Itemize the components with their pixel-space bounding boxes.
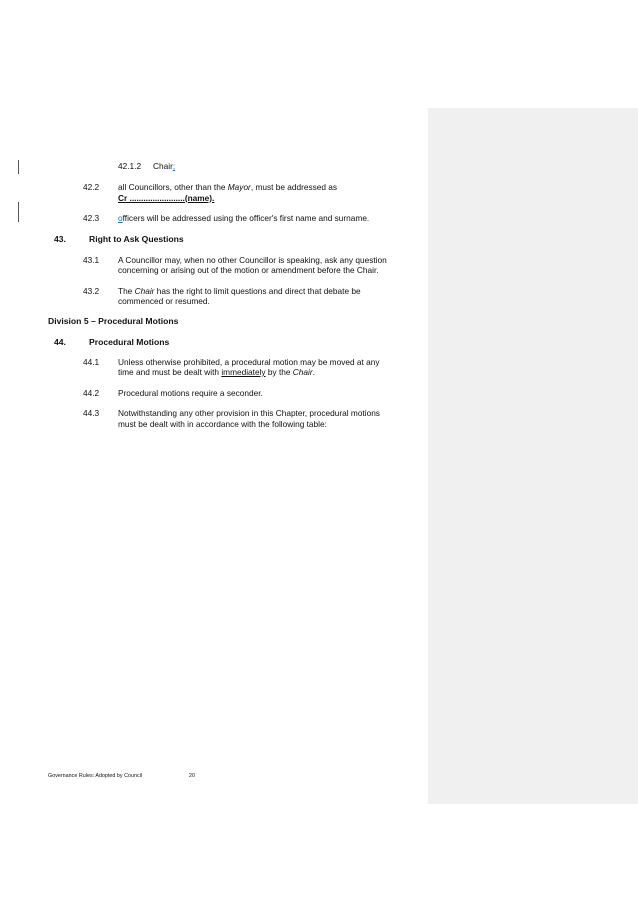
clause-number: 42.2 xyxy=(83,182,100,192)
clause-text-pre: The xyxy=(118,285,135,296)
inserted-letter: o xyxy=(118,213,123,223)
clause-text-post: , must be addressed as xyxy=(250,182,338,192)
clause-number: 44.2 xyxy=(83,387,100,398)
clause-text-pre: time and must be dealt with xyxy=(118,367,222,377)
clause-text-line2: commenced or resumed. xyxy=(118,296,210,306)
clause-number: 42.1.2 xyxy=(118,161,142,171)
clause-text-main: Chair xyxy=(153,161,173,171)
section-number: 43. xyxy=(54,234,66,244)
clause-text-em: Chair xyxy=(134,285,155,296)
clause-text-line2: must be dealt with in accordance with the following table: xyxy=(118,418,327,429)
clause-number: 44.3 xyxy=(83,408,100,418)
clause-text-line2: concerning or arising out of the motion or amendment before the Chair. xyxy=(118,265,379,275)
clause-text-mid: by the xyxy=(265,367,293,377)
division-heading: Division 5 – Procedural Motions xyxy=(48,316,179,326)
clause-text-underlined: immediately xyxy=(221,367,266,377)
inserted-punctuation: ; xyxy=(172,161,176,171)
section-title: Procedural Motions xyxy=(89,336,170,347)
clause-number: 43.2 xyxy=(83,285,100,296)
change-bar xyxy=(18,160,19,174)
clause-text-rest: fficers will be addressed using the officer's first name and surname. xyxy=(122,213,370,223)
section-title: Right to Ask Questions xyxy=(89,234,184,244)
clause-text-pre: all Councillors, other than the xyxy=(118,182,228,192)
clause-number: 42.3 xyxy=(83,213,100,223)
clause-text: A Councillor may, when no other Councillor is speaking, ask any question xyxy=(118,254,387,265)
clause-text-line2: Cr ........................(name). xyxy=(118,192,215,203)
clause-text: Unless otherwise prohibited, a procedural motion may be moved at any xyxy=(118,356,380,367)
change-bar xyxy=(18,202,19,222)
footer-page-number: 20 xyxy=(189,773,195,779)
clause-number: 43.1 xyxy=(83,254,100,265)
section-number: 44. xyxy=(54,336,66,347)
clause-number: 44.1 xyxy=(83,356,100,367)
footer-label: Governance Rules: Adopted by Council xyxy=(48,773,143,779)
clause-text xyxy=(118,286,361,296)
clause-text-line2 xyxy=(118,367,315,377)
clause-text xyxy=(153,161,175,171)
clause-text-post: has the right to limit questions and direct that debate be xyxy=(154,285,361,296)
comment-pane xyxy=(428,108,638,804)
clause-text-em: Mayor xyxy=(227,182,251,192)
clause-text-em: Chair xyxy=(292,367,313,377)
clause-text: Procedural motions require a seconder. xyxy=(118,387,263,398)
clause-text-post: . xyxy=(312,367,315,377)
clause-text xyxy=(118,182,337,192)
clause-text: Notwithstanding any other provision in this Chapter, procedural motions xyxy=(118,408,380,418)
clause-text xyxy=(118,213,369,223)
